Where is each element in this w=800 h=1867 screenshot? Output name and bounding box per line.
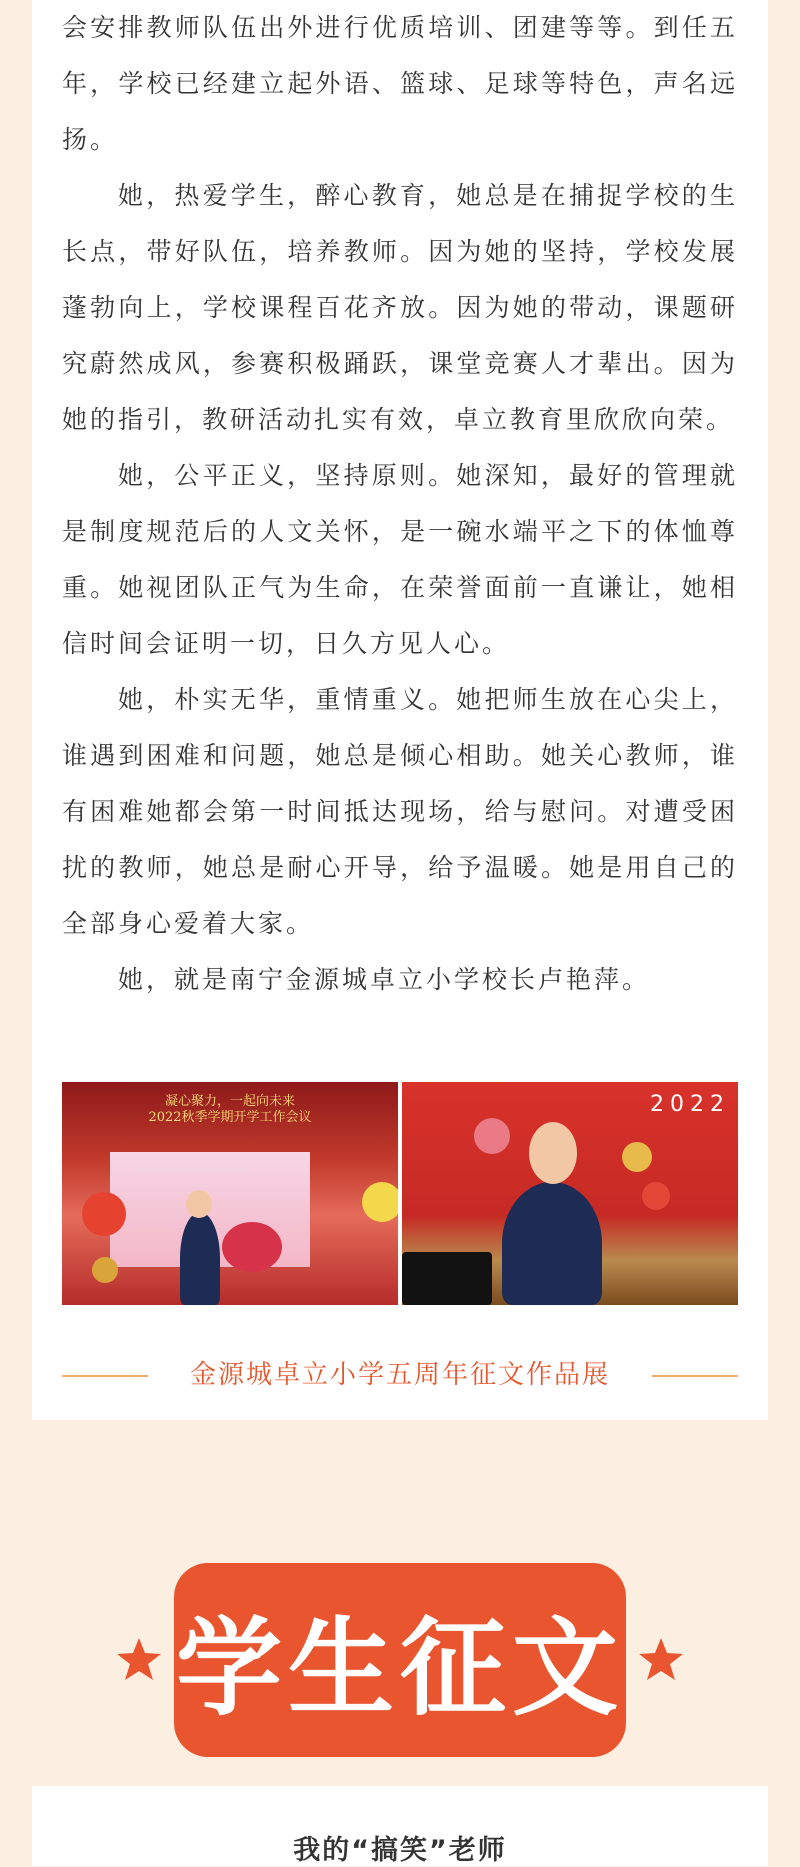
next-article-card bbox=[32, 1786, 768, 1866]
article-body bbox=[62, 0, 738, 1008]
series-footer-text: 金源城卓立小学五周年征文作品展 bbox=[189, 1360, 610, 1390]
series-footer bbox=[62, 1360, 738, 1390]
principal-head bbox=[529, 1122, 577, 1184]
paragraph: 她，热爱学生，醉心教育，她总是在捕捉学校的生长点，带好队伍，培养教师。因为她的坚持，学校发展蓬勃向上，学校课程百花齐放。因为她的带动，课题研究蔚然成风，参赛积极踊跃，课堂竞赛人才辈出。因为她的指引，教研活动扎实有效，卓立教育里欣欣向荣。 bbox=[62, 181, 738, 434]
article-card bbox=[32, 0, 768, 1420]
photo-principal-portrait bbox=[402, 1082, 738, 1305]
principal-figure bbox=[502, 1182, 602, 1305]
section-badge bbox=[174, 1563, 626, 1757]
photo-principal-speech bbox=[62, 1082, 398, 1305]
balloon bbox=[82, 1192, 126, 1236]
paragraph: 她，就是南宁金源城卓立小学校长卢艳萍。 bbox=[118, 965, 651, 994]
flower-bouquet bbox=[222, 1222, 282, 1272]
star-icon bbox=[636, 1635, 686, 1685]
balloon bbox=[622, 1142, 652, 1172]
divider bbox=[652, 1375, 738, 1377]
article-title: 我的“搞笑”老师 bbox=[293, 1835, 507, 1866]
photo-banner-text: 凝心聚力，一起向未来 2022秋季学期开学工作会议 bbox=[148, 1094, 312, 1125]
balloon bbox=[642, 1182, 670, 1210]
photo-pair bbox=[62, 1082, 738, 1305]
balloon bbox=[92, 1257, 118, 1283]
balloon bbox=[474, 1118, 510, 1154]
speaker-figure bbox=[180, 1212, 220, 1305]
balloon bbox=[362, 1182, 398, 1222]
section-badge-text: 学生征文 bbox=[176, 1607, 624, 1730]
paragraph: 她，朴实无华，重情重义。她把师生放在心尖上，谁遇到困难和问题，她总是倾心相助。她关心教师，谁有困难她都会第一时间抵达现场，给与慰问。对遭受困扰的教师，她总是耐心开导，给予温暖。她是用自己的全部身心爱着大家。 bbox=[62, 685, 738, 938]
paragraph: 会安排教师队伍出外进行优质培训、团建等等。到任五年，学校已经建立起外语、篮球、足球等特色，声名远扬。 bbox=[62, 13, 738, 154]
speaker-head bbox=[186, 1190, 212, 1218]
year-sign: 2022 bbox=[650, 1092, 730, 1117]
star-icon bbox=[114, 1635, 164, 1685]
piano bbox=[402, 1252, 492, 1305]
paragraph: 她，公平正义，坚持原则。她深知，最好的管理就是制度规范后的人文关怀，是一碗水端平之下的体恤尊重。她视团队正气为生命，在荣誉面前一直谦让，她相信时间会证明一切，日久方见人心。 bbox=[62, 461, 738, 658]
